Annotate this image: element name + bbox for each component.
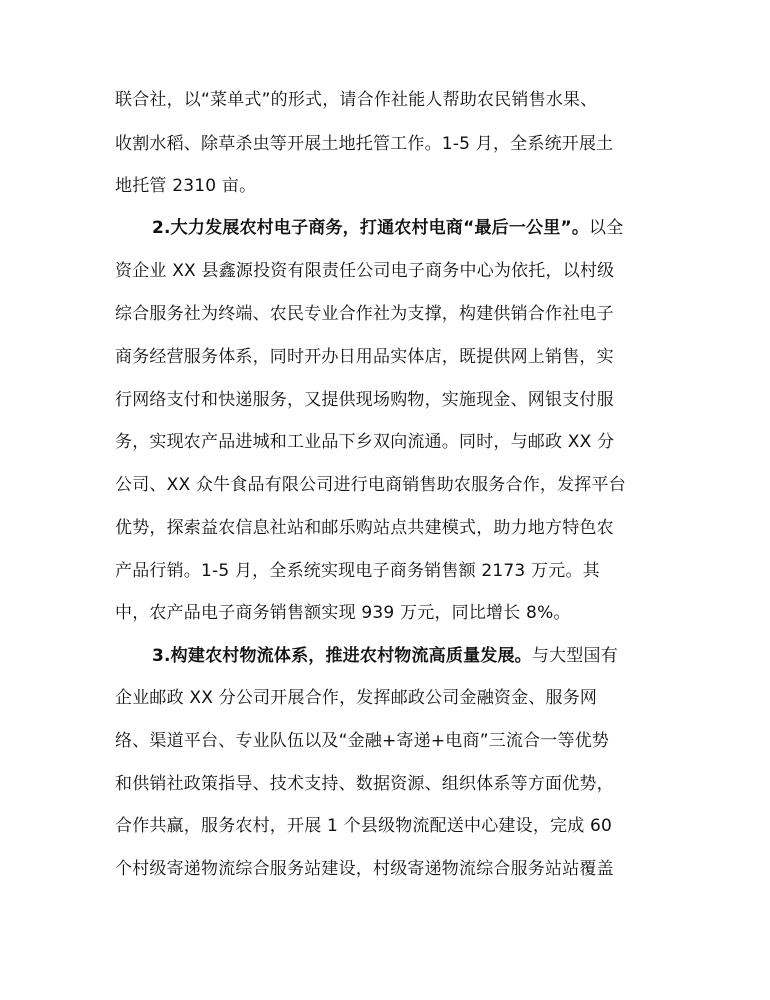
heading-rest-text: 以全	[589, 218, 624, 238]
section-heading-2	[152, 216, 655, 240]
text-line: 优势，探索益农信息社站和邮乐购站点共建模式，助力地方特色农	[115, 518, 614, 538]
text-line: 联合社，以“菜单式”的形式，请合作社能人帮助农民销售水果、	[115, 90, 598, 110]
text-line: 综合服务社为终端、农民专业合作社为支撑，构建供销合作社电子	[115, 304, 614, 324]
text-line: 商务经营服务体系，同时开办日用品实体店，既提供网上销售，实	[115, 347, 614, 367]
text-line: 和供销社政策指导、技术支持、数据资源、组织体系等方面优势，	[115, 774, 614, 794]
heading-bold-text: 2.大力发展农村电子商务，打通农村电商“最后一公里”。	[152, 218, 590, 238]
heading-bold-text: 3.构建农村物流体系，推进农村物流高质量发展。	[152, 646, 532, 666]
heading-rest-text: 与大型国有	[531, 646, 618, 666]
text-line: 公司、XX 众牛食品有限公司进行电商销售助农服务合作，发挥平台	[115, 475, 626, 495]
text-line: 地托管 2310 亩。	[115, 176, 257, 196]
text-line: 收割水稻、除草杀虫等开展土地托管工作。1-5 月，全系统开展土	[115, 134, 614, 154]
text-line: 中，农产品电子商务销售额实现 939 万元，同比增长 8%。	[115, 603, 571, 623]
text-line: 个村级寄递物流综合服务站建设，村级寄递物流综合服务站站覆盖	[115, 859, 614, 879]
section-heading-3	[152, 644, 655, 668]
text-line: 行网络支付和快递服务，又提供现场购物，实施现金、网银支付服	[115, 390, 614, 410]
text-line: 企业邮政 XX 分公司开展合作，发挥邮政公司金融资金、服务网	[115, 688, 598, 708]
text-line: 产品行销。1-5 月，全系统实现电子商务销售额 2173 万元。其	[115, 561, 600, 581]
text-line: 络、渠道平台、专业队伍以及“金融+寄递+电商”三流合一等优势	[115, 731, 610, 751]
text-line: 务，实现农产品进城和工业品下乡双向流通。同时，与邮政 XX 分	[115, 432, 615, 452]
text-line: 资企业 XX 县鑫源投资有限责任公司电子商务中心为依托，以村级	[115, 261, 615, 281]
text-line: 合作共赢，服务农村，开展 1 个县级物流配送中心建设，完成 60	[115, 816, 613, 836]
